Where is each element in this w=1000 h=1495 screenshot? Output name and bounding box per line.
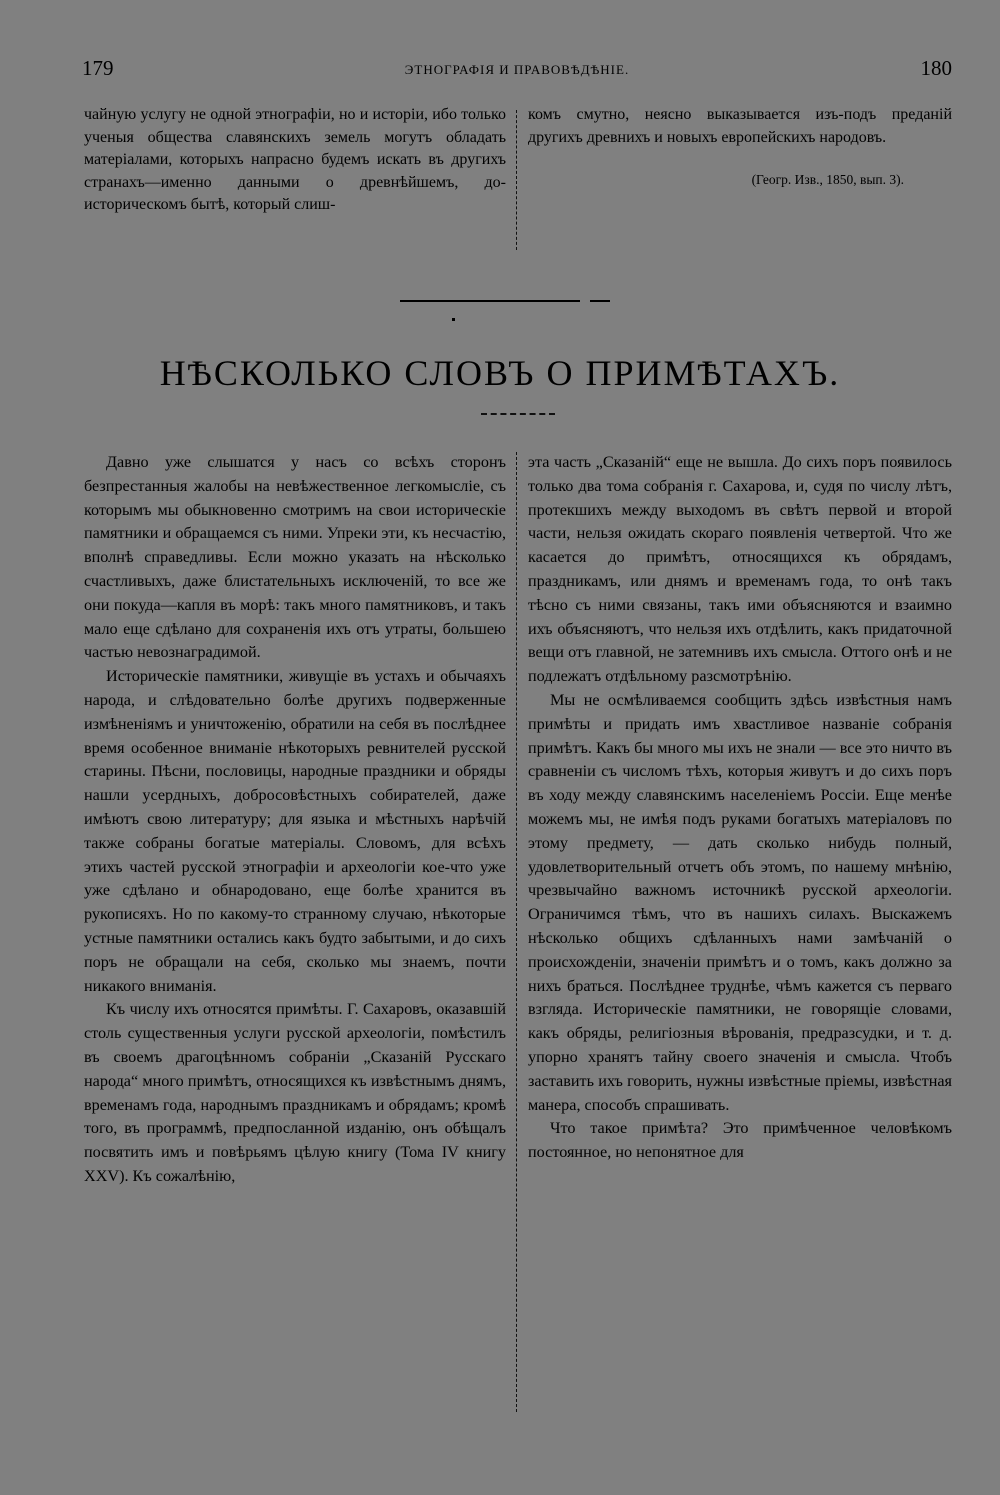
- right-paragraph-3: Что такое примѣта? Это примѣченное человѣкомъ постоянное, но непонятное для: [528, 1119, 952, 1162]
- column-divider-main: [516, 452, 517, 1412]
- article-title: НѢСКОЛЬКО СЛОВЪ О ПРИМѢТАХЪ.: [159, 353, 841, 393]
- main-right-column: [528, 451, 952, 1165]
- left-paragraph-3: Къ числу ихъ относятся примѣты. Г. Сахаровъ, оказавшій столь существенныя услуги русской археологіи, помѣстилъ въ своемъ драгоцѣнномъ собраніи „Сказаній Русскаго народа“ много примѣтъ, относящихся къ извѣстнымъ днямъ, временамъ года, народнымъ праздникамъ и обрядамъ; кромѣ того, въ программѣ, предпосланной изданію, онъ обѣщалъ посвятить имъ и повѣрьямъ цѣлую книгу (Тома IV книгу XXV). Къ сожалѣнію,: [84, 1000, 506, 1185]
- top-left-paragraph: чайную услугу не одной этнографіи, но и исторіи, ибо только ученыя общества славянскихъ земель могутъ обладать матеріалами, которыхъ напрасно будемъ искать въ другихъ странахъ—именно данными о древнѣйшемъ, до-историческомъ бытѣ, который слиш-: [84, 106, 506, 214]
- running-head: ЭТНОГРАФІЯ И ПРАВОВѢДѢНІЕ.: [404, 62, 630, 77]
- left-paragraph-2: Историческіе памятники, живущіе въ устахъ и обычаяхъ народа, и слѣдовательно болѣе другихъ подверженные измѣненіямъ и уничтоженію, обратили на себя въ послѣднее время особенное вниманіе нѣкоторыхъ ревнителей русской старины. Пѣсни, пословицы, народные праздники и обряды нашли усердныхъ, добросовѣстныхъ собирателей, даже имѣютъ свою литературу; для языка и мѣстныхъ нарѣчій также собраны богатые матеріалы. Словомъ, для всѣхъ этихъ частей русской этнографіи и археологіи кое-что уже уже сдѣлано и обнародовано, еще болѣе хранится въ рукописяхъ. Но по какому-то странному случаю, нѣкоторые устные памятники остались какъ будто забытыми, и до сихъ поръ не обращали на себя, сколько мы знаемъ, почти никакого вниманія.: [84, 667, 506, 995]
- citation: (Геогр. Изв., 1850, вып. 3).: [751, 172, 904, 188]
- main-left-column: [84, 451, 506, 1189]
- page-number-left: 179: [82, 56, 114, 80]
- column-divider-top: [516, 110, 517, 250]
- page-header: [82, 56, 952, 86]
- section-separator-long: [400, 300, 580, 302]
- right-paragraph-2: Мы не осмѣливаемся сообщить здѣсь извѣстныя намъ примѣты и придать имъ хвастливое названіе собранія примѣтъ. Какъ бы много мы ихъ не знали — все это ничто въ сравненіи съ числомъ тѣхъ, которыя живутъ и до сихъ поръ въ ходу между славянскимъ населеніемъ Россіи. Еще менѣе можемъ мы, не имѣя подъ руками богатыхъ матеріаловъ по этому предмету, — дать сколько нибудь полный, удовлетворительный отчетъ объ этомъ, по нашему мнѣнію, чрезвычайно важномъ источникѣ русской археологіи. Ограничимся тѣмъ, что въ нашихъ силахъ. Выскажемъ нѣсколько общихъ сдѣланныхъ нами замѣчаній о происхожденіи, значеніи примѣтъ и о томъ, какъ должно за нихъ браться. Послѣднее труднѣе, чѣмъ кажется съ перваго взгляда. Историческіе памятники, не говорящіе словами, какъ обряды, религіозныя вѣрованія, предразсудки, и т. д. упорно хранятъ тайну своего значенія и смысла. Чтобъ заставить ихъ говорить, нужны извѣстные пріемы, извѣстная манера, способъ спрашивать.: [528, 690, 952, 1114]
- top-right-paragraph: комъ смутно, неясно выказывается изъ-подъ преданій другихъ древнихъ и новыхъ европейскихъ народовъ.: [528, 106, 952, 146]
- section-separator-short: [590, 300, 610, 302]
- top-right-column: [528, 104, 952, 192]
- page-number-right: 180: [920, 56, 952, 80]
- right-paragraph-1: эта часть „Сказаній“ еще не вышла. До сихъ поръ появилось только два тома собранія г. Сахарова, и, судя по числу лѣтъ, протекшихъ между выходомъ въ свѣтъ первой и второй части, нельзя ожидать скораго появленія четвертой. Что же касается до примѣтъ, относящихся къ обрядамъ, праздникамъ, или днямъ и временамъ года, то онѣ такъ тѣсно съ ними связаны, такъ ими объясняются и взаимно ихъ объясняютъ, что нельзя ихъ отдѣлить, какъ придаточной вещи отъ главной, не затемнивъ ихъ смысла. Оттого онѣ и не подлежатъ отдѣльному разсмотрѣнію.: [528, 453, 952, 686]
- title-separator: [481, 413, 555, 416]
- separator-dot: [452, 318, 455, 321]
- left-paragraph-1: Давно уже слышатся у насъ со всѣхъ сторонъ безпрестанныя жалобы на невѣжественное легкомысліе, съ которымъ мы обыкновенно смотримъ на свои историческіе памятники и обращаемся съ ними. Упреки эти, къ несчастію, вполнѣ справедливы. Если можно указать на нѣсколько счастливыхъ, даже блистательныхъ исключеній, то все же они покуда—капля въ морѣ: такъ много памятниковъ, и такъ мало еще сдѣлано для сохраненія ихъ отъ утраты, большею частью невознаградимой.: [84, 453, 506, 662]
- top-left-column: [84, 104, 506, 217]
